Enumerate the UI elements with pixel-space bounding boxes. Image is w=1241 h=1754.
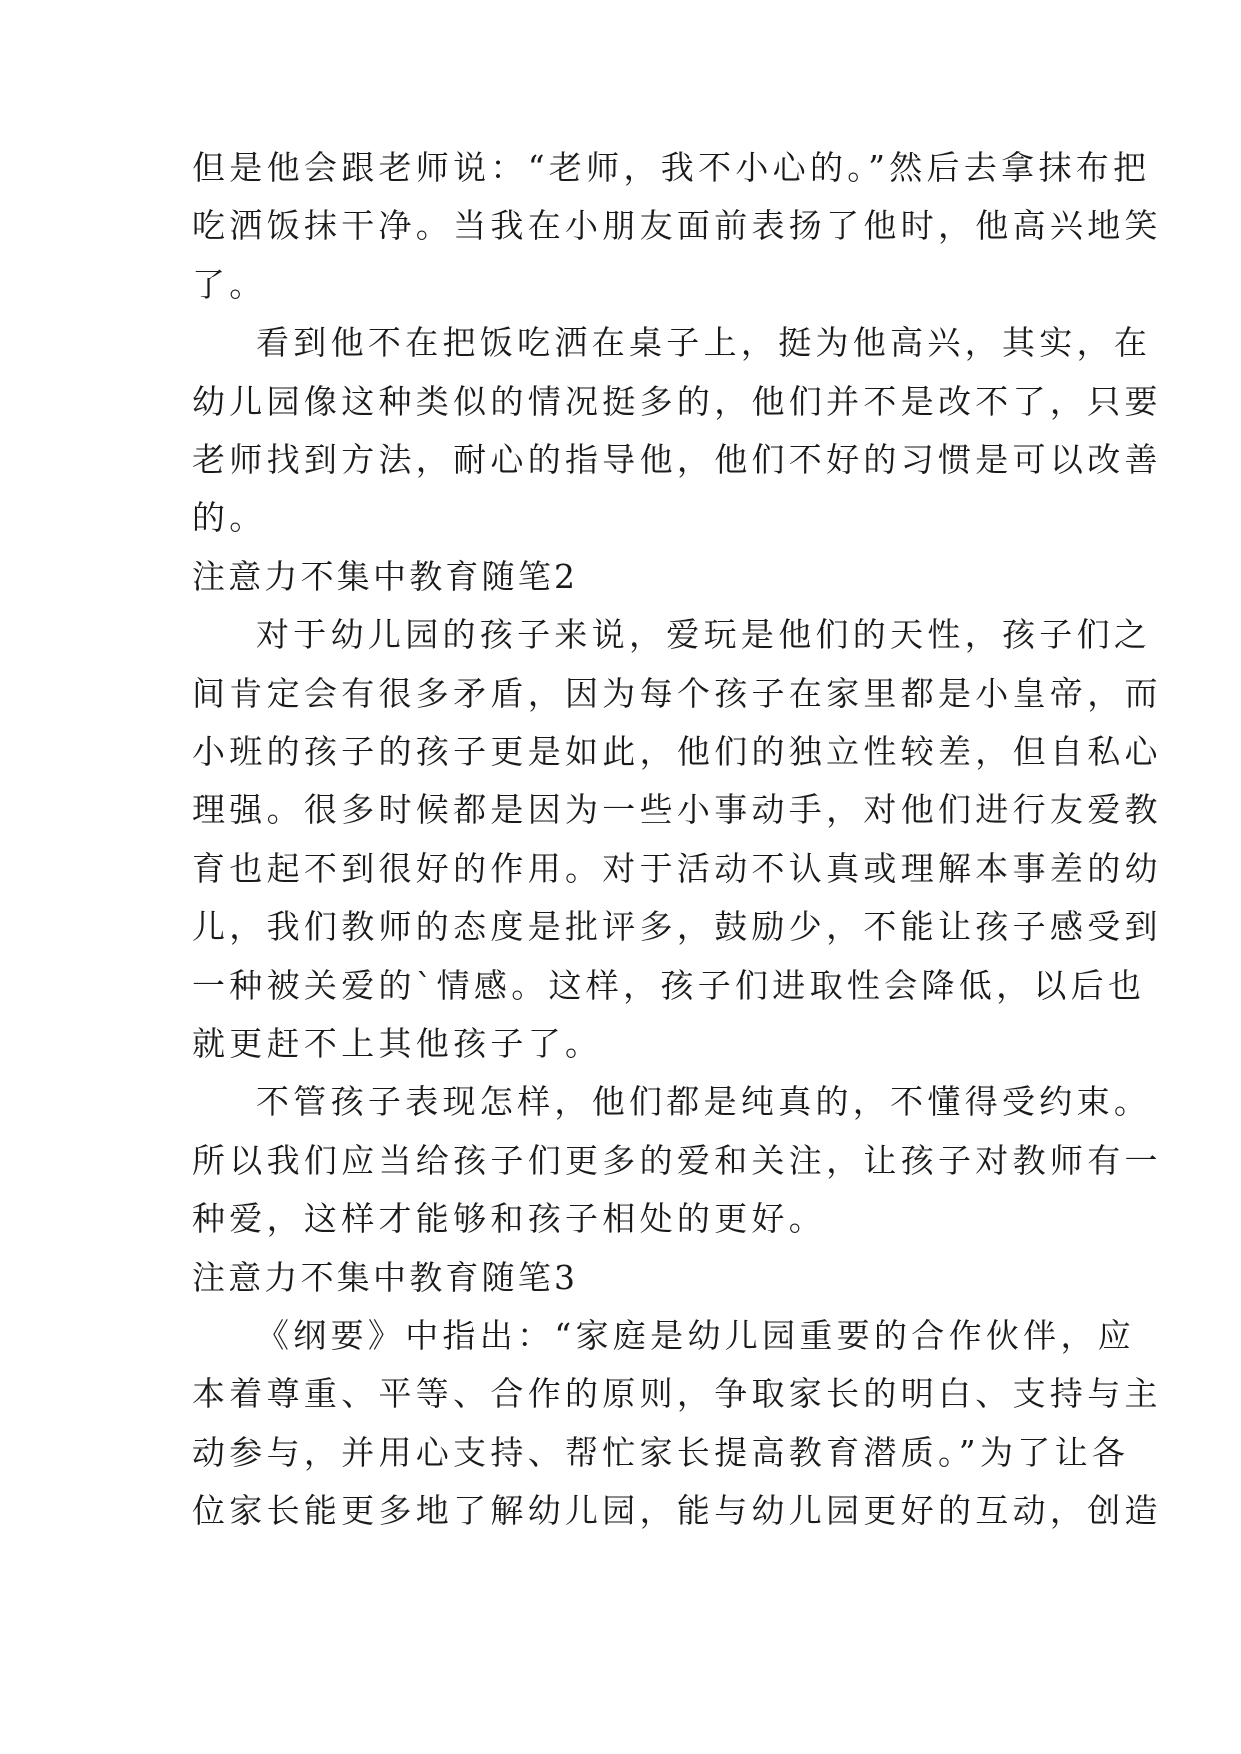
text-line: 所以我们应当给孩子们更多的爱和关注，让孩子对教师有一 [192,1140,1162,1180]
section-heading: 注意力不集中教育随笔3 [192,1257,579,1297]
text-line: 种爱，这样才能够和孩子相处的更好。 [192,1199,827,1239]
text-line: 但是他会跟老师说：“老师，我不小心的。”然后去拿抹布把 [192,148,1151,187]
text-line: 儿，我们教师的态度是批评多，鼓励少，不能让孩子感受到 [192,907,1162,947]
text-line: 老师找到方法，耐心的指导他，他们不好的习惯是可以改善 [192,440,1162,479]
text-line: 对于幼儿园的孩子来说，爱玩是他们的天性，孩子们之 [256,615,1152,655]
section-heading: 注意力不集中教育随笔2 [192,556,579,596]
text-line: 理强。很多时候都是因为一些小事动手，对他们进行友爱教 [192,790,1162,830]
text-line: 位家长能更多地了解幼儿园，能与幼儿园更好的互动，创造 [192,1491,1162,1531]
text-line: 不管孩子表现怎样，他们都是纯真的，不懂得受约束。 [256,1082,1152,1122]
text-line: 幼儿园像这种类似的情况挺多的，他们并不是改不了，只要 [192,381,1162,421]
text-line: 吃洒饭抹干净。当我在小朋友面前表扬了他时，他高兴地笑 [192,206,1162,246]
text-line: 了。 [192,264,267,304]
text-line: 一种被关爱的`情感。这样，孩子们进取性会降低，以后也 [192,965,1146,1005]
text-line: 《纲要》中指出：“家庭是幼儿园重要的合作伙伴，应 [256,1316,1136,1355]
text-line: 间肯定会有很多矛盾，因为每个孩子在家里都是小皇帝，而 [192,673,1162,713]
text-line: 看到他不在把饭吃洒在桌子上，挺为他高兴，其实，在 [256,323,1152,363]
text-line: 的。 [192,498,267,538]
text-line: 动参与，并用心支持、帮忙家长提高教育潜质。”为了让各 [192,1432,1130,1472]
text-line: 育也起不到很好的作用。对于活动不认真或理解本事差的幼 [192,848,1162,888]
text-line: 就更赶不上其他孩子了。 [192,1024,603,1063]
text-line: 小班的孩子的孩子更是如此，他们的独立性较差，但自私心 [192,732,1162,771]
text-line: 本着尊重、平等、合作的原则，争取家长的明白、支持与主 [192,1374,1162,1414]
